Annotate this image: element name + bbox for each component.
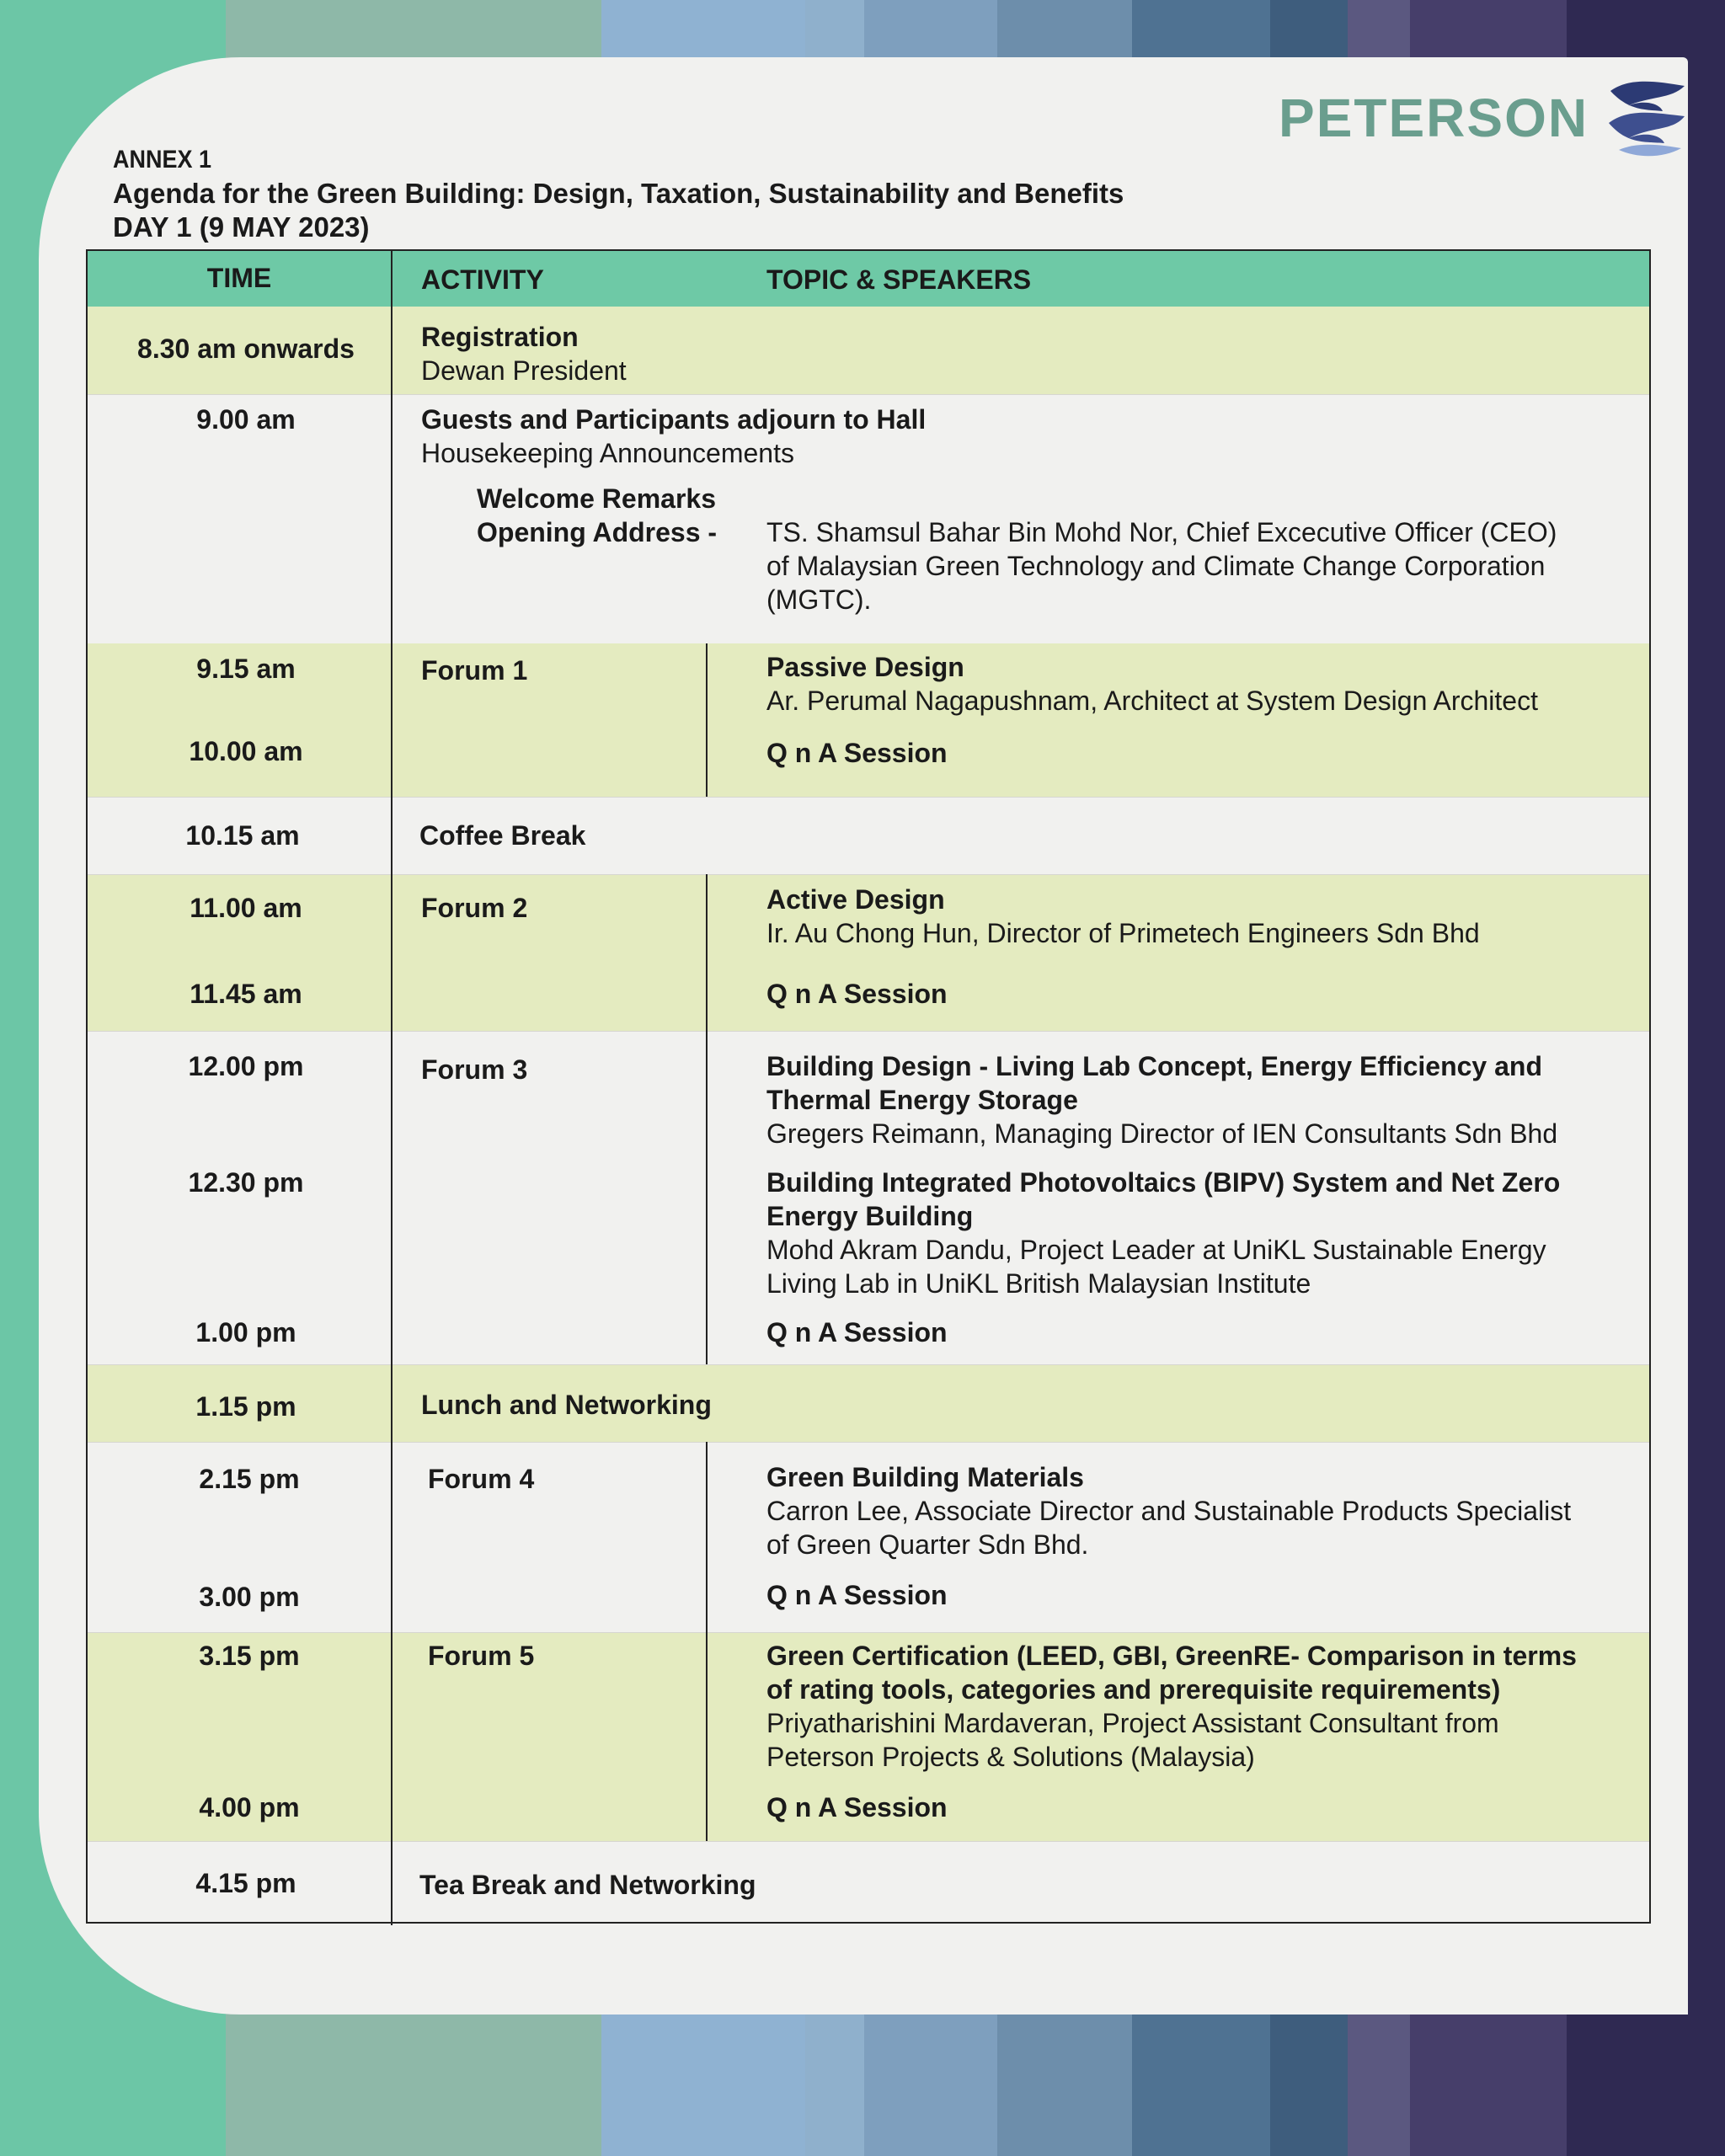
topic-title: Green Certification (LEED, GBI, GreenRE- Comparison in terms: [766, 1641, 1577, 1671]
forum-divider: [706, 1442, 708, 1632]
time-cell: 11.00 am: [190, 893, 302, 923]
activity-cell: Forum 2: [421, 893, 528, 923]
time-cell: 2.15 pm: [199, 1464, 300, 1494]
time-column-divider: [391, 251, 393, 1925]
speaker-text: Mohd Akram Dandu, Project Leader at UniKL Sustainable Energy: [766, 1235, 1546, 1265]
topic-title: Active Design: [766, 884, 945, 915]
speaker-text: Ir. Au Chong Hun, Director of Primetech Engineers Sdn Bhd: [766, 918, 1480, 948]
opening-address: Opening Address -: [477, 517, 718, 547]
topic-title: Thermal Energy Storage: [766, 1085, 1078, 1115]
time-cell: 10.15 am: [185, 820, 300, 851]
annex-label: ANNEX 1: [113, 146, 212, 173]
topic-title: of rating tools, categories and prerequisite requirements): [766, 1674, 1501, 1705]
activity-cell: Guests and Participants adjourn to Hall: [421, 404, 927, 435]
speaker-text: of Malaysian Green Technology and Climate Change Corporation: [766, 551, 1546, 581]
time-cell: 4.00 pm: [199, 1792, 300, 1822]
topic-title: Building Integrated Photovoltaics (BIPV) System and Net Zero: [766, 1167, 1561, 1198]
qna-label: Q n A Session: [766, 979, 948, 1009]
time-cell: 9.15 am: [196, 654, 296, 684]
header-activity: ACTIVITY: [421, 264, 544, 295]
speaker-text: Carron Lee, Associate Director and Sustainable Products Specialist: [766, 1496, 1572, 1526]
activity-cell: Coffee Break: [419, 820, 586, 851]
header-time: TIME: [206, 263, 272, 293]
forum-divider: [706, 1632, 708, 1841]
wave-logo-icon: [1604, 77, 1688, 158]
venue-text: Dewan President: [421, 355, 627, 386]
qna-label: Q n A Session: [766, 1580, 948, 1610]
topic-title: Passive Design: [766, 652, 964, 682]
speaker-text: of Green Quarter Sdn Bhd.: [766, 1529, 1089, 1560]
agenda-heading: [113, 143, 1124, 244]
activity-cell: Lunch and Networking: [421, 1390, 712, 1420]
time-cell: 1.00 pm: [195, 1317, 296, 1348]
speaker-text: Priyatharishini Mardaveran, Project Assistant Consultant from: [766, 1708, 1499, 1738]
activity-cell: Tea Break and Networking: [419, 1870, 756, 1900]
speaker-text: Gregers Reimann, Managing Director of IEN Consultants Sdn Bhd: [766, 1118, 1558, 1149]
forum-divider: [706, 1031, 708, 1364]
activity-cell: Forum 3: [421, 1054, 528, 1085]
time-cell: 1.15 pm: [195, 1391, 296, 1422]
topic-title: Building Design - Living Lab Concept, Energy Efficiency and: [766, 1051, 1542, 1081]
time-cell: 10.00 am: [189, 736, 303, 766]
time-cell: 3.00 pm: [199, 1582, 300, 1612]
speaker-text: Peterson Projects & Solutions (Malaysia): [766, 1742, 1255, 1772]
brand-name: PETERSON: [1279, 88, 1589, 148]
speaker-text: Living Lab in UniKL British Malaysian Institute: [766, 1268, 1311, 1299]
qna-label: Q n A Session: [766, 1317, 948, 1348]
qna-label: Q n A Session: [766, 1792, 948, 1822]
topic-title: Energy Building: [766, 1201, 974, 1231]
speaker-text: Ar. Perumal Nagapushnam, Architect at System Design Architect: [766, 686, 1538, 716]
topic-title: Green Building Materials: [766, 1462, 1084, 1492]
time-cell: 12.30 pm: [188, 1167, 304, 1198]
time-cell: 9.00 am: [196, 404, 296, 435]
speaker-text: (MGTC).: [766, 584, 872, 615]
agenda-table: [86, 249, 1651, 1924]
activity-cell: Forum 4: [428, 1464, 535, 1494]
activity-cell: Forum 5: [428, 1641, 535, 1671]
peterson-logo: [1279, 76, 1688, 160]
welcome-remarks: Welcome Remarks: [477, 483, 716, 514]
activity-cell: Registration: [421, 322, 579, 352]
forum-divider: [706, 643, 708, 797]
time-cell: 12.00 pm: [188, 1051, 304, 1081]
speaker-text: TS. Shamsul Bahar Bin Mohd Nor, Chief Excecutive Officer (CEO): [766, 517, 1557, 547]
agenda-title: Agenda for the Green Building: Design, Taxation, Sustainability and Benefits: [113, 178, 1124, 209]
qna-label: Q n A Session: [766, 738, 948, 768]
forum-divider: [706, 874, 708, 1031]
header-topic: TOPIC & SPEAKERS: [766, 264, 1032, 295]
day-label: DAY 1 (9 MAY 2023): [113, 211, 370, 243]
time-cell: 8.30 am onwards: [137, 334, 355, 364]
time-cell: 11.45 am: [190, 979, 302, 1009]
activity-cell: Forum 1: [421, 655, 528, 686]
note-text: Housekeeping Announcements: [421, 438, 794, 468]
time-cell: 3.15 pm: [199, 1641, 300, 1671]
time-cell: 4.15 pm: [195, 1868, 296, 1898]
